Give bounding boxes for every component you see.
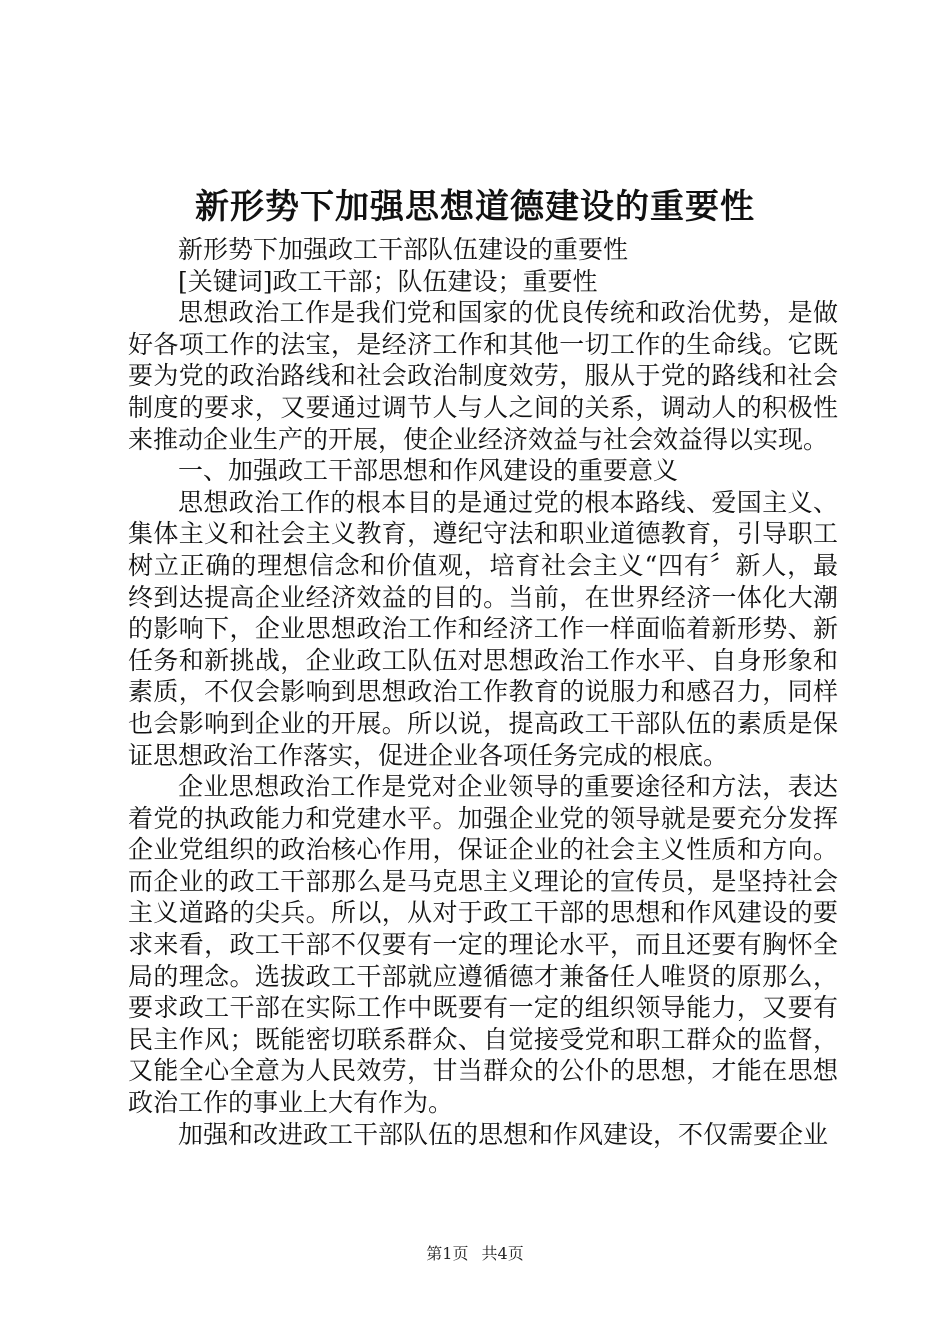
body-paragraph: 加强和改进政工干部队伍的思想和作风建设，不仅需要企业	[178, 1119, 829, 1149]
keywords-paragraph: [关键词]政工干部；队伍建设；重要性	[178, 266, 598, 296]
page-total: 共4页	[481, 1244, 524, 1263]
document-title: 新形势下加强思想道德建设的重要性	[195, 187, 755, 227]
page-footer	[0, 1244, 950, 1264]
body-paragraph: 思想政治工作的根本目的是通过党的根本路线、爱国主义、集体主义和社会主义教育，遵纪守法和职业道德教育，引导职工树立正确的理想信念和价值观，培育社会主义“四有〞新人，最终到达提高企业经济效益的目的。当前，在世界经济一体化大潮的影响下，企业思想政治工作和经济工作一样面临着新形势、新任务和新挑战，企业政工队伍对思想政治工作水平、自身形象和素质，不仅会影响到思想政治工作教育的说服力和感召力，同样也会影响到企业的开展。所以说，提高政工干部队伍的素质是保证思想政治工作落实，促进企业各项任务完成的根底。	[128, 487, 838, 770]
section-heading: 一、加强政工干部思想和作风建设的重要意义	[178, 456, 679, 486]
document-body	[128, 234, 838, 1150]
subtitle-paragraph: 新形势下加强政工干部队伍建设的重要性	[178, 235, 629, 264]
body-paragraph: 企业思想政治工作是党对企业领导的重要途径和方法，表达着党的执政能力和党建水平。加强企业党的领导就是要充分发挥企业党组织的政治核心作用，保证企业的社会主义性质和方向。而企业的政工干部那么是马克思主义理论的宣传员，是坚持社会主义道路的尖兵。所以，从对于政工干部的思想和作风建设的要求来看，政工干部不仅要有一定的理论水平，而且还要有胸怀全局的理念。选拔政工干部就应遵循德才兼备任人唯贤的原那么，要求政工干部在实际工作中既要有一定的组织领导能力，又要有民主作风；既能密切联系群众、自觉接受党和职工群众的监督，又能全心全意为人民效劳，甘当群众的公仆的思想，才能在思想政治工作的事业上大有作为。	[128, 772, 838, 1118]
body-paragraph: 思想政治工作是我们党和国家的优良传统和政治优势，是做好各项工作的法宝，是经济工作和其他一切工作的生命线。它既要为党的政治路线和社会政治制度效劳，服从于党的路线和社会制度的要求，又要通过调节人与人之间的关系，调动人的积极性来推动企业生产的开展，使企业经济效益与社会效益得以实现。	[128, 298, 838, 454]
page-number: 第1页	[426, 1244, 469, 1263]
